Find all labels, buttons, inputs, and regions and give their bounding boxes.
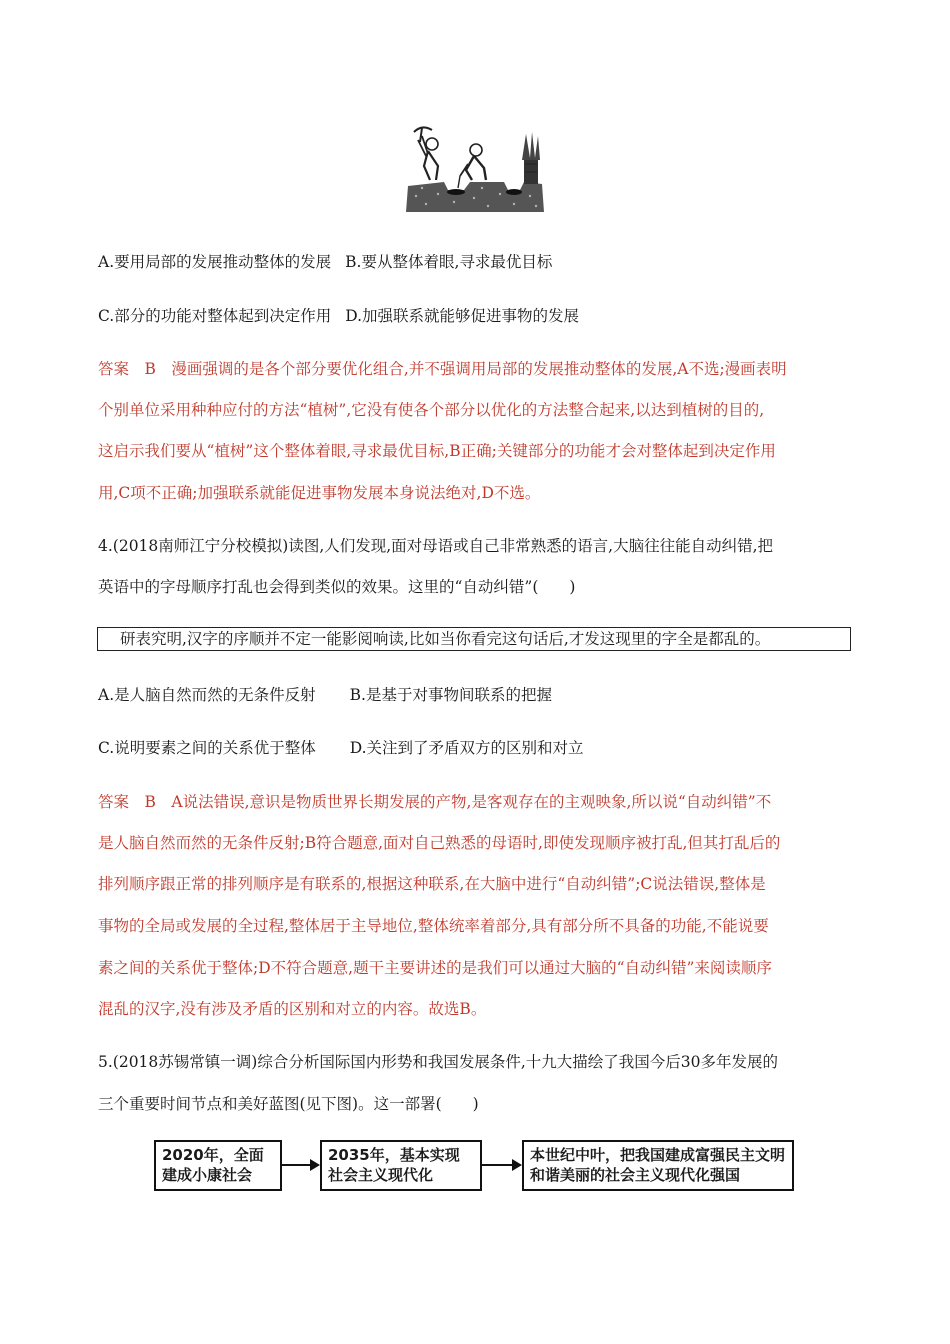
flow-box-mid-century: 本世纪中叶，把我国建成富强民主文明和谐美丽的社会主义现代化强国 — [522, 1140, 794, 1191]
q4-options-ab — [98, 685, 552, 705]
q3-options-ab — [98, 252, 552, 272]
q3-answer-line: 这启示我们要从“植树”这个整体着眼,寻求最优目标,B正确;关键部分的功能才会对整体起到决定作用 — [98, 442, 776, 460]
q5-stem-line: 三个重要时间节点和美好蓝图(见下图)。这一部署( ) — [98, 1095, 479, 1113]
q4-answer-line: 排列顺序跟正常的排列顺序是有联系的,根据这种联系,在大脑中进行“自动纠错”;C说法错误,整体是 — [98, 875, 766, 893]
flow-arrow-icon — [282, 1155, 320, 1175]
q4-answer-line: 是人脑自然而然的无条件反射;B符合题意,面对自己熟悉的母语时,即使发现顺序被打乱,但其打乱后的 — [98, 834, 781, 852]
q4-answer-line: 答案 B A说法错误,意识是物质世界长期发展的产物,是客观存在的主观映象,所以说“自动纠错”不 — [98, 793, 772, 811]
q3-answer-line: 个别单位采用种种应付的方法“植树”,它没有使各个部分以优化的方法整合起来,以达到植树的目的, — [98, 401, 765, 419]
q4-stem-line: 英语中的字母顺序打乱也会得到类似的效果。这里的“自动纠错”( ) — [98, 578, 576, 596]
q4-scrambled-text-box: 研表究明,汉字的序顺并不定一能影阅响读,比如当你看完这句话后,才发这现里的字全是都乱的。 — [97, 627, 851, 651]
flow-arrow-icon — [482, 1155, 522, 1175]
flow-box-2020: 2020年，全面建成小康社会 — [154, 1140, 282, 1191]
q4-option-b: B.是基于对事物间联系的把握 — [349, 686, 552, 704]
flow-box-2035: 2035年，基本实现社会主义现代化 — [320, 1140, 482, 1191]
q4-option-d: D.关注到了矛盾双方的区别和对立 — [349, 739, 584, 757]
q4-answer-line: 事物的全局或发展的全过程,整体居于主导地位,整体统率着部分,具有部分所不具备的功能,不能说要 — [98, 917, 769, 935]
q3-answer-line: 用,C项不正确;加强联系就能促进事物发展本身说法绝对,D不选。 — [98, 484, 541, 502]
q3-option-d: D.加强联系就能够促进事物的发展 — [345, 307, 580, 325]
q3-answer-line: 答案 B 漫画强调的是各个部分要优化组合,并不强调用局部的发展推动整体的发展,A不选;漫画表明 — [98, 360, 787, 378]
q4-options-cd — [98, 738, 584, 758]
q4-answer-line: 素之间的关系优于整体;D不符合题意,题干主要讲述的是我们可以通过大脑的“自动纠错”来阅读顺序 — [98, 959, 772, 977]
tree-planting-cartoon — [404, 120, 546, 216]
q4-answer-line: 混乱的汉字,没有涉及矛盾的区别和对立的内容。故选B。 — [98, 1000, 487, 1018]
q3-options-cd — [98, 306, 579, 326]
q4-option-a: A.是人脑自然而然的无条件反射 — [98, 686, 316, 704]
q3-option-c: C.部分的功能对整体起到决定作用 — [98, 307, 332, 325]
q3-option-a: A.要用局部的发展推动整体的发展 — [98, 253, 332, 271]
q4-option-c: C.说明要素之间的关系优于整体 — [98, 739, 316, 757]
q4-stem-line: 4.(2018南师江宁分校模拟)读图,人们发现,面对母语或自己非常熟悉的语言,大脑往往能自动纠错,把 — [98, 537, 774, 555]
q5-stem-line: 5.(2018苏锡常镇一调)综合分析国际国内形势和我国发展条件,十九大描绘了我国今后30多年发展的 — [98, 1053, 778, 1071]
q3-option-b: B.要从整体着眼,寻求最优目标 — [345, 253, 553, 271]
